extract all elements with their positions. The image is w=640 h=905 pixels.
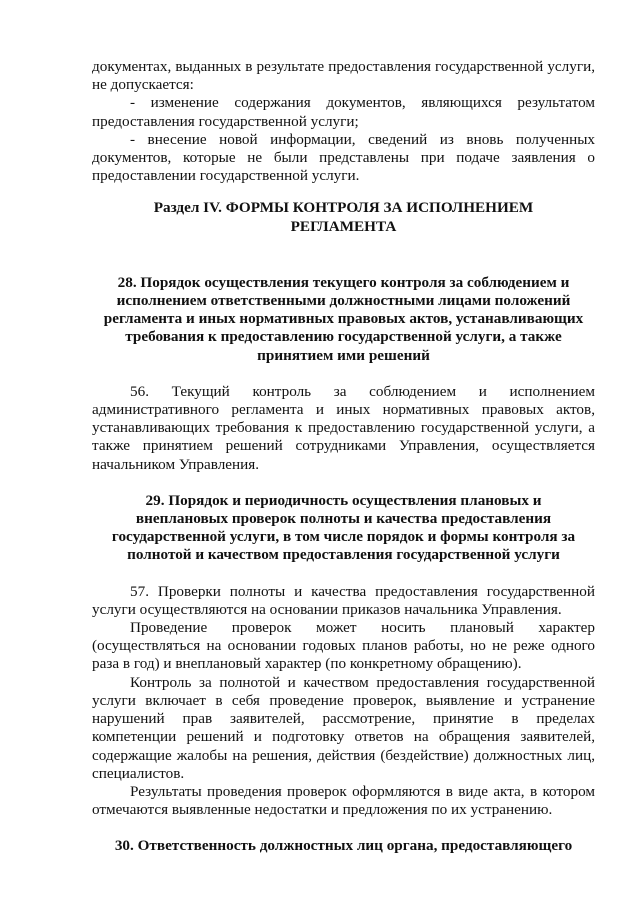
continuation-paragraph: документах, выданных в результате предоставления государственной услуги, не допускается:	[92, 58, 595, 94]
list-item: - внесение новой информации, сведений из вновь полученных документов, которые не были представлены при подаче заявления о предоставлении государственной услуги.	[92, 130, 595, 185]
heading-30: 30. Ответственность должностных лиц органа, предоставляющего	[114, 837, 573, 855]
section-title: Раздел IV. ФОРМЫ КОНТРОЛЯ ЗА ИСПОЛНЕНИЕМ РЕГЛАМЕНТА	[153, 199, 534, 235]
paragraph-57-results: Результаты проведения проверок оформляются в виде акта, в котором отмечаются выявленные недостатки и предложения по их устранению.	[92, 782, 595, 819]
paragraph-57: 57. Проверки полноты и качества предоставления государственной услуги осуществляются на основании приказов начальника Управления.	[92, 582, 595, 618]
list-item: - изменение содержания документов, являющихся результатом предоставления государственной услуги;	[92, 94, 595, 130]
paragraph-57-inspections: Проведение проверок может носить плановый характер (осуществляться на основании годовых планов работы, но не реже одного раза в год) и внеплановый характер (по конкретному обращению).	[92, 619, 595, 673]
paragraph-56: 56. Текущий контроль за соблюдением и исполнением административного регламента и иных нормативных правовых актов, устанавливающих требования к предоставлению государственной услуги, а также принятием решений сотрудниками Управления, осуществляется начальником Управления.	[92, 382, 595, 473]
paragraph-57-control: Контроль за полнотой и качеством предоставления государственной услуги включает в себя проведение проверок, выявление и устранение нарушений прав заявителей, рассмотрение, принятие в пределах компетенции решений и подготовку ответов на обращения заявителей, содержащие жалобы на решения, действия (бездействие) должностных лиц, специалистов.	[92, 673, 595, 782]
document-page	[92, 58, 595, 856]
heading-28: 28. Порядок осуществления текущего контроля за соблюдением и исполнением ответственными должностными лицами положений регламента и иных нормативных правовых актов, устанавливающих требования к предоставлению государственной услуги, а также принятием ими решений	[103, 273, 584, 364]
heading-29: 29. Порядок и периодичность осуществления плановых и внеплановых проверок полноты и качества предоставления государственной услуги, в том числе порядок и формы контроля за полнотой и качеством предоставления государственной услуги	[111, 491, 576, 564]
